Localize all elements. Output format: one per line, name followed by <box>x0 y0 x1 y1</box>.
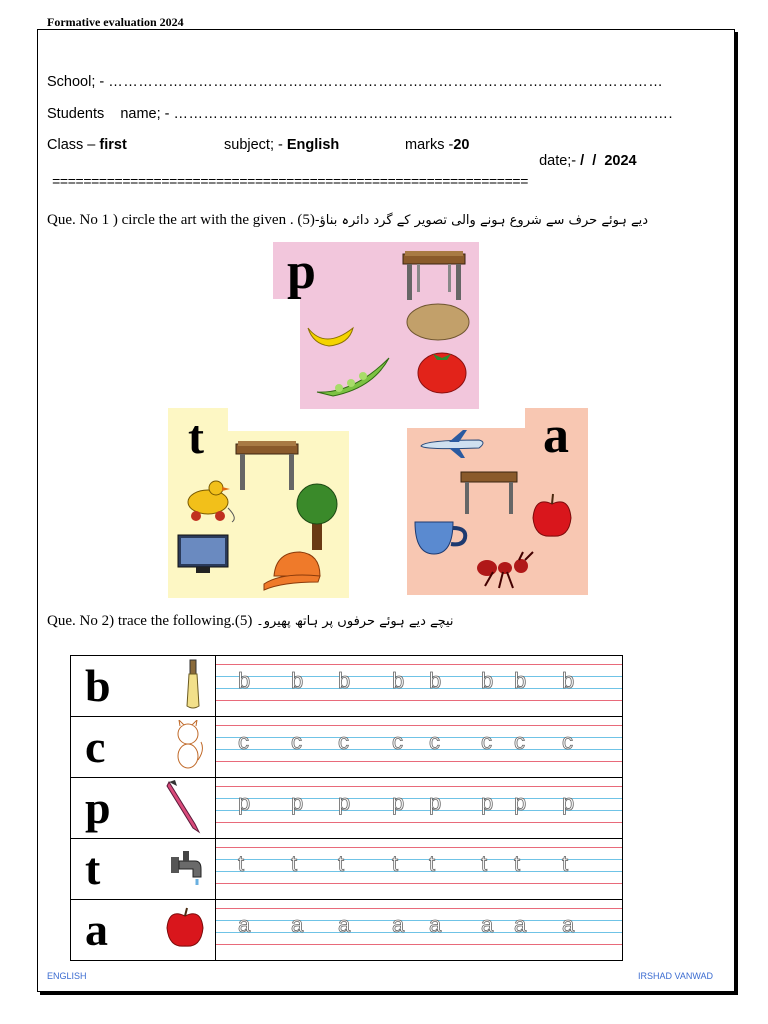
tracing-table <box>70 655 623 961</box>
date-field <box>531 137 637 169</box>
card-a-letter: a <box>543 407 569 464</box>
trace-letter-cell <box>71 656 216 717</box>
trace-letter-cell <box>71 778 216 839</box>
date-value: / / 2024 <box>576 153 637 169</box>
cap-icon <box>262 546 328 592</box>
trace-glyph: p <box>429 790 442 815</box>
trace-glyph: t <box>238 851 245 876</box>
trace-lines-cell[interactable] <box>216 717 623 778</box>
trace-glyph: a <box>238 912 251 937</box>
question-1 <box>47 212 648 229</box>
aeroplane-icon <box>419 430 489 460</box>
trace-glyph: c <box>429 729 440 754</box>
trace-letter-a: a <box>85 904 108 955</box>
trace-glyph: c <box>291 729 302 754</box>
pen-icon <box>165 778 205 839</box>
page-frame-shadow <box>735 32 738 994</box>
trace-glyph: a <box>514 912 527 937</box>
trace-glyph: a <box>291 912 304 937</box>
trace-glyph: a <box>429 912 442 937</box>
trace-glyph: a <box>338 912 351 937</box>
tomato-icon <box>415 346 469 394</box>
tap-icon <box>169 847 205 892</box>
trace-lines-cell[interactable] <box>216 900 623 961</box>
banana-icon <box>305 322 357 352</box>
question-1-text: Que. No 1 ) circle the art with the given . (5) <box>47 212 315 228</box>
apple-icon <box>529 492 575 542</box>
school-label: School; - <box>47 74 105 90</box>
page-frame-shadow-bottom <box>40 992 738 995</box>
trace-glyph: t <box>392 851 399 876</box>
student-label: Students name; - <box>47 106 170 122</box>
picture-card-p <box>273 242 479 409</box>
trace-glyph: p <box>514 790 527 815</box>
trace-lines-cell[interactable] <box>216 656 623 717</box>
trace-letter-c: c <box>85 721 106 772</box>
guide-line <box>216 725 622 726</box>
ant-icon <box>473 550 539 590</box>
picture-card-t <box>168 408 349 598</box>
trace-row-a <box>71 900 623 961</box>
trace-glyph: c <box>238 729 249 754</box>
guide-line <box>216 761 622 762</box>
cat-icon <box>171 720 205 775</box>
trace-lines-cell[interactable] <box>216 778 623 839</box>
table-icon <box>401 248 467 302</box>
toy-duck-icon <box>180 478 240 524</box>
trace-glyph: p <box>481 790 494 815</box>
trace-glyph: b <box>291 668 304 693</box>
footer-left: ENGLISH <box>47 971 87 981</box>
student-name-line <box>47 106 673 122</box>
trace-glyph: p <box>392 790 405 815</box>
trace-glyph: b <box>514 668 527 693</box>
trace-letter-p: p <box>85 782 111 833</box>
trace-row-p <box>71 778 623 839</box>
trace-glyph: c <box>514 729 525 754</box>
trace-glyph: t <box>291 851 298 876</box>
question-2 <box>47 613 454 630</box>
trace-row-b <box>71 656 623 717</box>
footer-right: IRSHAD VANWAD <box>638 971 714 981</box>
trace-glyph: b <box>481 668 494 693</box>
class-value: first <box>99 137 127 153</box>
trace-row-t <box>71 839 623 900</box>
guide-line <box>216 786 622 787</box>
trace-glyph: t <box>481 851 488 876</box>
marks-value: 20 <box>453 137 470 153</box>
trace-glyph: b <box>238 668 251 693</box>
question-2-marks: (5) <box>234 613 253 629</box>
trace-glyph: b <box>562 668 575 693</box>
student-dots: ………………………………………………………………………………………. <box>173 106 674 122</box>
picture-card-a <box>407 408 588 595</box>
apple-icon <box>165 906 205 955</box>
trace-letter-t: t <box>85 843 101 894</box>
trace-letter-b: b <box>85 660 111 711</box>
document-title: Formative evaluation 2024 <box>47 15 184 29</box>
subject-value: English <box>286 137 340 153</box>
guide-line <box>216 847 622 848</box>
trace-glyph: t <box>338 851 345 876</box>
subject-field <box>224 137 339 153</box>
trace-glyph: p <box>338 790 351 815</box>
marks-field <box>405 137 469 153</box>
trace-glyph: t <box>429 851 436 876</box>
separator-line: ============================================================= <box>52 175 528 191</box>
trace-letter-cell <box>71 717 216 778</box>
card-t-letter: t <box>188 411 204 464</box>
trace-glyph: b <box>392 668 405 693</box>
trace-glyph: a <box>392 912 405 937</box>
class-label: Class – <box>47 137 96 153</box>
marks-label: marks - <box>405 137 454 153</box>
table-icon <box>459 468 519 516</box>
guide-line <box>216 700 622 701</box>
trace-glyph: b <box>338 668 351 693</box>
trace-letter-cell <box>71 900 216 961</box>
trace-glyph: p <box>291 790 304 815</box>
trace-glyph: t <box>514 851 521 876</box>
question-1-urdu: -دیے ہوئے حرف سے شروع ہونے والی تصویر کے گرد دائرہ بناؤ <box>314 213 649 228</box>
trace-glyph: a <box>562 912 575 937</box>
guide-line <box>216 944 622 945</box>
trace-glyph: a <box>481 912 494 937</box>
pea-pod-icon <box>313 354 393 398</box>
guide-line <box>216 822 622 823</box>
trace-glyph: b <box>429 668 442 693</box>
trace-row-c <box>71 717 623 778</box>
school-line <box>47 74 663 90</box>
subject-label: subject; - <box>224 137 283 153</box>
trace-glyph: p <box>562 790 575 815</box>
trace-lines-cell[interactable] <box>216 839 623 900</box>
card-p-letter: p <box>287 243 316 300</box>
trace-glyph: c <box>392 729 403 754</box>
guide-line <box>216 908 622 909</box>
trace-glyph: c <box>481 729 492 754</box>
tv-icon <box>176 533 230 575</box>
trace-glyph: c <box>338 729 349 754</box>
school-dots: ………………………………………………………………………………………………… <box>108 74 664 90</box>
class-line <box>47 137 127 153</box>
bat-icon <box>181 658 205 715</box>
date-label: date;- <box>539 153 577 169</box>
trace-glyph: c <box>562 729 573 754</box>
question-2-text: Que. No 2) trace the following. <box>47 613 235 629</box>
trace-letter-cell <box>71 839 216 900</box>
question-2-urdu: نیچے دیے ہوئے حرفوں پر ہاتھ پھیرو۔ <box>256 614 454 629</box>
guide-line <box>216 883 622 884</box>
potato-icon <box>405 302 471 342</box>
cup-icon <box>411 518 471 558</box>
tree-icon <box>290 482 344 552</box>
trace-glyph: t <box>562 851 569 876</box>
trace-glyph: p <box>238 790 251 815</box>
guide-line <box>216 664 622 665</box>
